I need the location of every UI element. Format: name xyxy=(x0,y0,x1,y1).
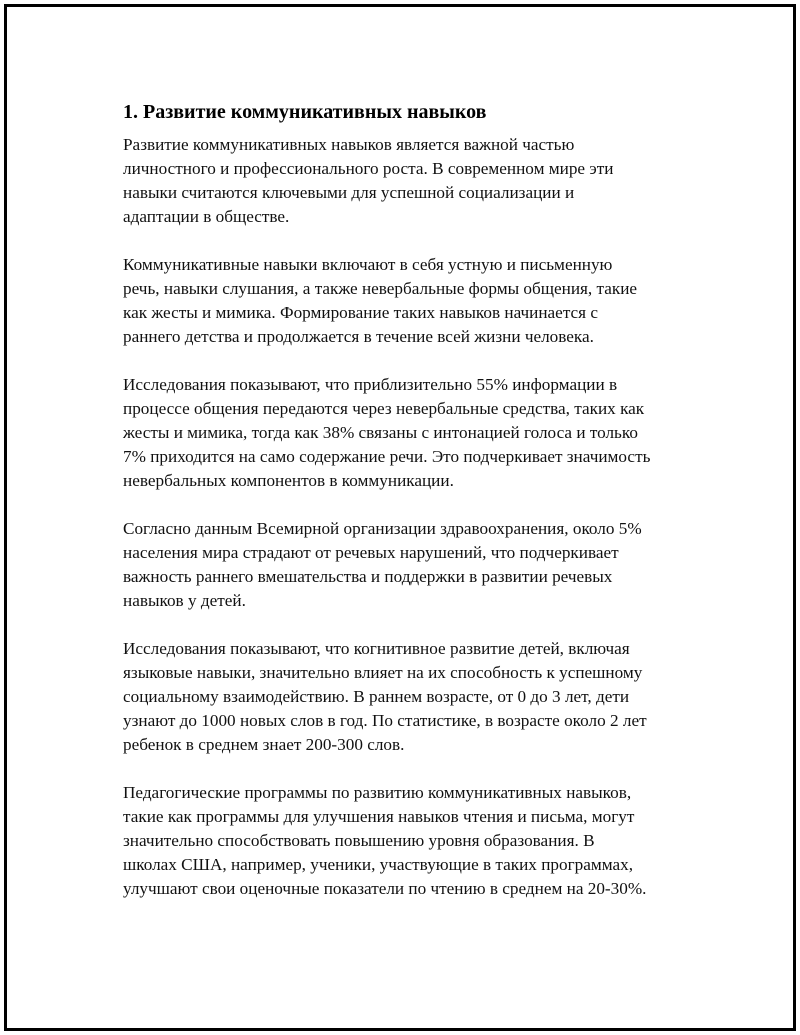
text-line: процессе общения передаются через невербальные средства, таких как xyxy=(123,399,645,418)
text-line: значительно способствовать повышению уровня образования. В xyxy=(123,831,595,850)
text-line: речь, навыки слушания, а также невербальные формы общения, такие xyxy=(123,279,638,298)
text-line: Исследования показывают, что когнитивное развитие детей, включая xyxy=(123,639,630,658)
paragraph-skills xyxy=(123,253,703,349)
text-line: невербальных компонентов в коммуникации. xyxy=(123,471,454,490)
text-line: Педагогические программы по развитию коммуникативных навыков, xyxy=(123,783,632,802)
text-line: такие как программы для улучшения навыков чтения и письма, могут xyxy=(123,807,635,826)
section-heading: 1. Развитие коммуникативных навыков xyxy=(123,101,487,123)
paragraph-intro xyxy=(123,133,703,229)
paragraph-who-data xyxy=(123,517,703,613)
text-line: как жесты и мимика. Формирование таких навыков начинается с xyxy=(123,303,598,322)
paragraph-cognitive-development xyxy=(123,637,703,757)
text-line: навыки считаются ключевыми для успешной социализации и xyxy=(123,183,575,202)
text-line: населения мира страдают от речевых нарушений, что подчеркивает xyxy=(123,543,619,562)
text-line: Развитие коммуникативных навыков является важной частью xyxy=(123,135,575,154)
paragraph-educational-programs xyxy=(123,781,703,901)
text-line: Коммуникативные навыки включают в себя устную и письменную xyxy=(123,255,613,274)
text-line: языковые навыки, значительно влияет на их способность к успешному xyxy=(123,663,643,682)
page-frame xyxy=(4,4,796,1031)
text-line: социальному взаимодействию. В раннем возрасте, от 0 до 3 лет, дети xyxy=(123,687,630,706)
text-line: личностного и профессионального роста. В современном мире эти xyxy=(123,159,614,178)
text-line: узнают до 1000 новых слов в год. По статистике, в возрасте около 2 лет xyxy=(123,711,647,730)
text-line: раннего детства и продолжается в течение всей жизни человека. xyxy=(123,327,594,346)
document-body xyxy=(123,99,703,925)
text-line: 7% приходится на само содержание речи. Это подчеркивает значимость xyxy=(123,447,651,466)
text-line: адаптации в обществе. xyxy=(123,207,290,226)
text-line: Согласно данным Всемирной организации здравоохранения, около 5% xyxy=(123,519,642,538)
text-line: школах США, например, ученики, участвующие в таких программах, xyxy=(123,855,634,874)
paragraph-nonverbal-research xyxy=(123,373,703,493)
text-line: важность раннего вмешательства и поддержки в развитии речевых xyxy=(123,567,613,586)
text-line: улучшают свои оценочные показатели по чтению в среднем на 20-30%. xyxy=(123,879,647,898)
text-line: ребенок в среднем знает 200-300 слов. xyxy=(123,735,405,754)
text-line: жесты и мимика, тогда как 38% связаны с интонацией голоса и только xyxy=(123,423,638,442)
text-line: Исследования показывают, что приблизительно 55% информации в xyxy=(123,375,618,394)
text-line: навыков у детей. xyxy=(123,591,246,610)
